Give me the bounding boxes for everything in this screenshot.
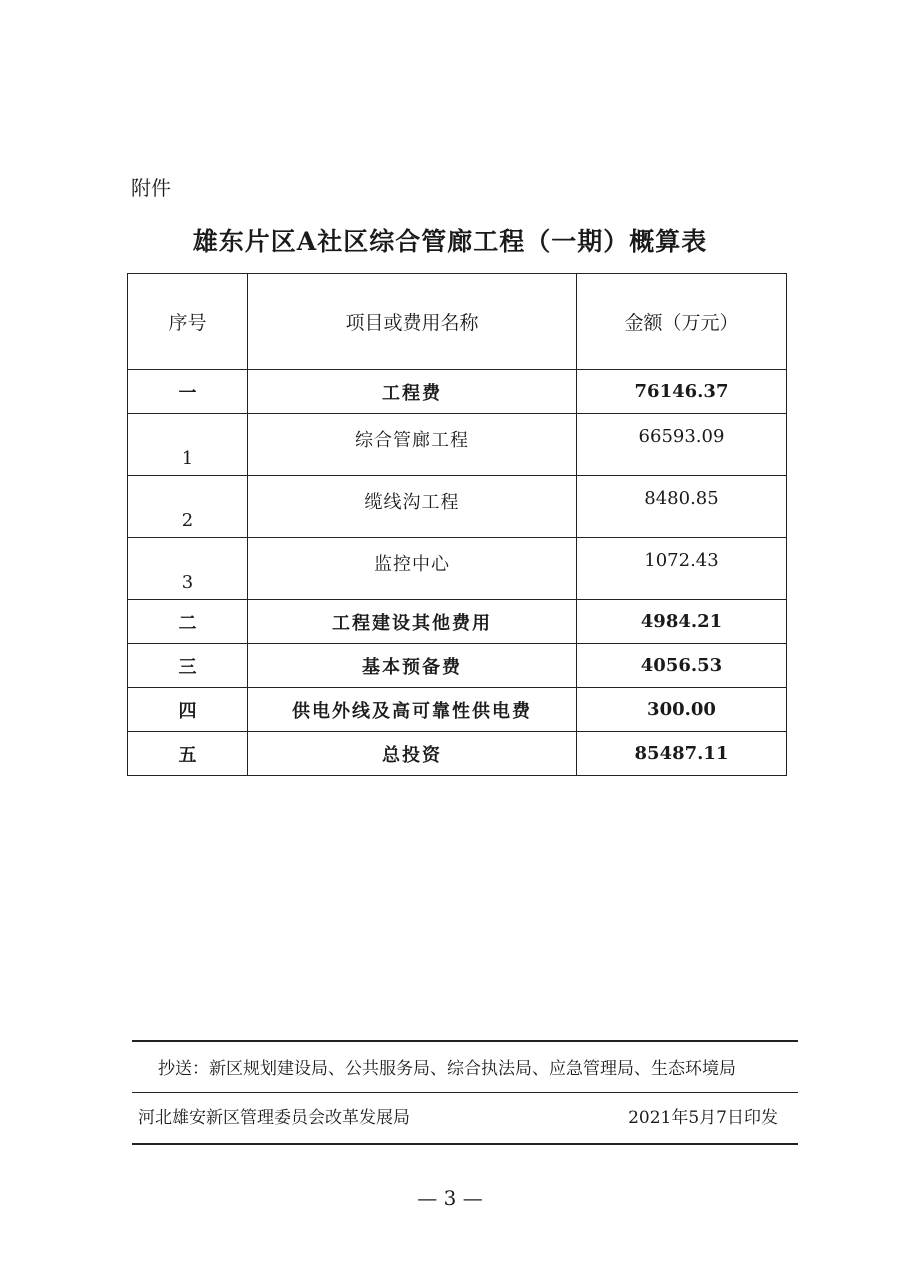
row-seq: 1 (128, 414, 248, 476)
row-seq: 五 (128, 732, 248, 776)
row-seq: 2 (128, 476, 248, 538)
row-amount: 66593.09 (577, 414, 787, 476)
row-name: 供电外线及高可靠性供电费 (248, 688, 577, 732)
table-row (128, 600, 787, 644)
row-amount: 4984.21 (577, 600, 787, 644)
row-amount: 4056.53 (577, 644, 787, 688)
cc-line: 抄送：新区规划建设局、公共服务局、综合执法局、应急管理局、生态环境局 (132, 1042, 798, 1093)
budget-table (127, 273, 787, 776)
row-amount: 8480.85 (577, 476, 787, 538)
row-name: 综合管廊工程 (248, 414, 577, 476)
row-name: 工程费 (248, 370, 577, 414)
row-seq: 四 (128, 688, 248, 732)
document-title: 雄东片区A社区综合管廊工程（一期）概算表 (192, 227, 708, 256)
row-amount: 76146.37 (577, 370, 787, 414)
table-row (128, 688, 787, 732)
row-name: 基本预备费 (248, 644, 577, 688)
row-name: 总投资 (248, 732, 577, 776)
attachment-label: 附件 (131, 176, 171, 200)
row-amount: 1072.43 (577, 538, 787, 600)
issue-date: 2021年5月7日印发 (628, 1108, 778, 1128)
distribution-footer (132, 1040, 798, 1145)
row-seq: 3 (128, 538, 248, 600)
table-row (128, 370, 787, 414)
page-number: — 3 — (417, 1186, 483, 1210)
row-amount: 300.00 (577, 688, 787, 732)
table-row (128, 732, 787, 776)
table-row (128, 644, 787, 688)
issue-line (132, 1093, 798, 1143)
row-amount: 85487.11 (577, 732, 787, 776)
row-name: 监控中心 (248, 538, 577, 600)
row-seq: 一 (128, 370, 248, 414)
table-row (128, 414, 787, 476)
header-amount: 金额（万元） (577, 274, 787, 370)
row-seq: 二 (128, 600, 248, 644)
issuer-name: 河北雄安新区管理委员会改革发展局 (138, 1108, 410, 1128)
header-item-name: 项目或费用名称 (248, 274, 577, 370)
table-header-row (128, 274, 787, 370)
row-name: 缆线沟工程 (248, 476, 577, 538)
header-seq: 序号 (128, 274, 248, 370)
row-name: 工程建设其他费用 (248, 600, 577, 644)
row-seq: 三 (128, 644, 248, 688)
table-row (128, 476, 787, 538)
table-row (128, 538, 787, 600)
